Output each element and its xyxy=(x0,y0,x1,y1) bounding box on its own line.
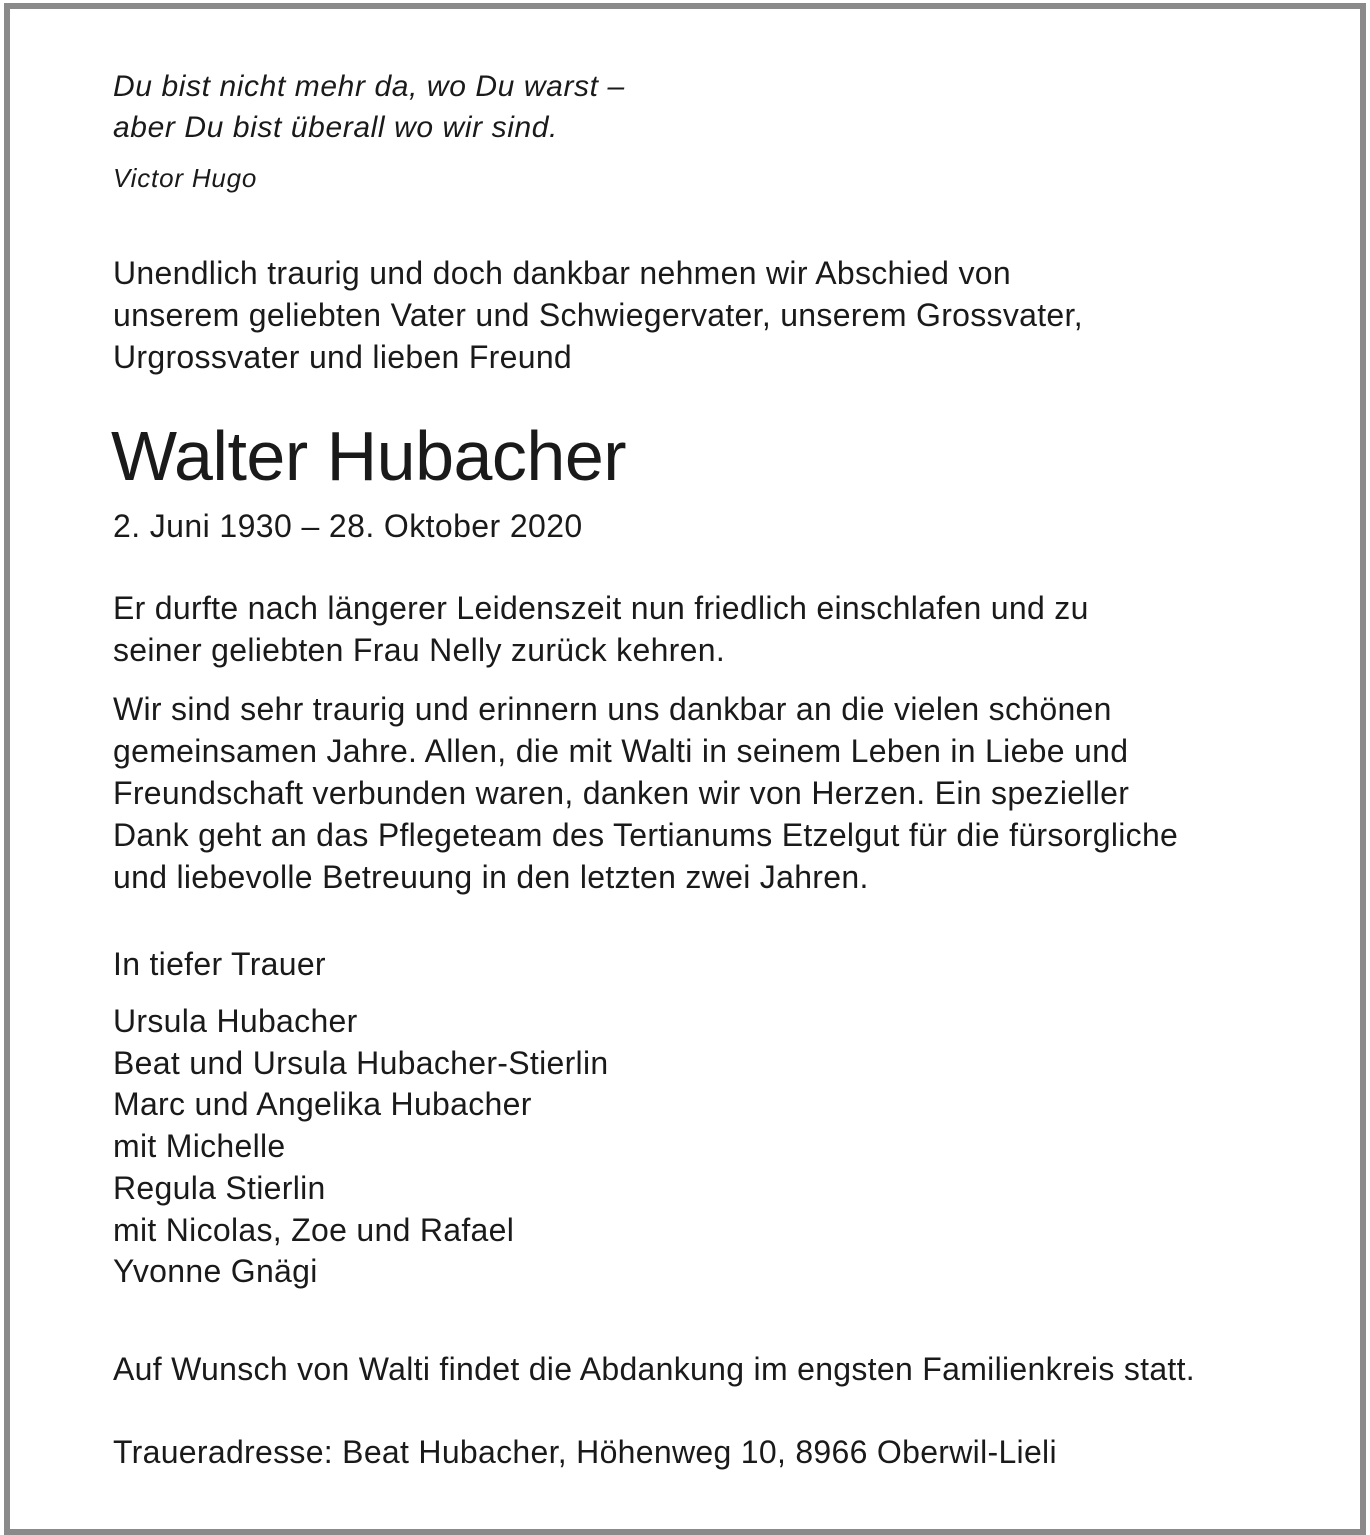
paragraph-line: und liebevolle Betreuung in den letzten zwei Jahren. xyxy=(113,859,869,895)
quote-author: Victor Hugo xyxy=(113,163,258,193)
motto-line-2: aber Du bist überall wo wir sind. xyxy=(113,111,558,144)
intro-line-3: Urgrossvater und lieben Freund xyxy=(113,339,573,375)
mourner-name: Regula Stierlin xyxy=(113,1169,326,1206)
paragraph-line: Dank geht an das Pflegeteam des Tertianums Etzelgut für die fürsorgliche xyxy=(113,817,1179,853)
mourner-name: Marc und Angelika Hubacher xyxy=(113,1086,532,1123)
paragraph-line: seiner geliebten Frau Nelly zurück kehren. xyxy=(113,632,726,668)
mourner-name: mit Nicolas, Zoe und Rafael xyxy=(113,1211,515,1248)
mourner-name: Beat und Ursula Hubacher-Stierlin xyxy=(113,1044,609,1081)
paragraph-line: Freundschaft verbunden waren, danken wir von Herzen. Ein spezieller xyxy=(113,775,1130,811)
mourning-address: Traueradresse: Beat Hubacher, Höhenweg 10, 8966 Oberwil-Lieli xyxy=(113,1434,1057,1470)
paragraph-line: Er durfte nach längerer Leidenszeit nun friedlich einschlafen und zu xyxy=(113,590,1089,626)
funeral-note: Auf Wunsch von Walti findet die Abdankung im engsten Familienkreis statt. xyxy=(113,1351,1195,1387)
body-paragraph-2 xyxy=(113,688,1178,898)
intro-line-1: Unendlich traurig und doch dankbar nehmen wir Abschied von xyxy=(113,255,1011,291)
life-dates: 2. Juni 1930 – 28. Oktober 2020 xyxy=(113,508,583,544)
mourners-list xyxy=(113,1001,608,1293)
mourner-name: Yvonne Gnägi xyxy=(113,1253,318,1290)
mourning-heading: In tiefer Trauer xyxy=(113,946,326,982)
paragraph-line: gemeinsamen Jahre. Allen, die mit Walti in seinem Leben in Liebe und xyxy=(113,733,1129,769)
intro-text xyxy=(113,252,1083,378)
mourner-name: Ursula Hubacher xyxy=(113,1003,358,1039)
motto-line-1: Du bist nicht mehr da, wo Du warst – xyxy=(113,70,625,103)
mourner-name: mit Michelle xyxy=(113,1128,286,1165)
paragraph-line: Wir sind sehr traurig und erinnern uns dankbar an die vielen schönen xyxy=(113,691,1112,727)
motto-quote xyxy=(113,66,625,148)
intro-line-2: unserem geliebten Vater und Schwiegervater, unserem Grossvater, xyxy=(113,297,1083,333)
deceased-name: Walter Hubacher xyxy=(111,417,627,495)
body-paragraph-1 xyxy=(113,587,1089,671)
